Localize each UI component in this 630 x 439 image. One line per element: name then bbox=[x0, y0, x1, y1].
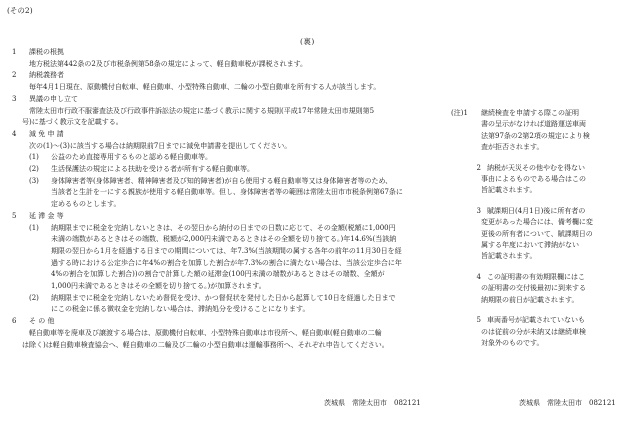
section-heading-6: 6 そ の 他 bbox=[12, 317, 55, 326]
list-item: (3) 身体障害者等(身体障害者、精神障害者及び知的障害者)が自ら使用する軽自動車等又は身体障害者等のため、 bbox=[29, 176, 393, 185]
list-item-continuation: 期限の翌日から1月を経過する日までの期間については、年7.3%(当該期間の属する各年の前年の11月30日を経 bbox=[51, 246, 402, 255]
list-item: (2) 生活保護法の規定による扶助を受ける者が所有する軽自動車等。 bbox=[29, 165, 254, 174]
note-line: この証明書の有効期限欄にはこ bbox=[487, 272, 585, 281]
list-item-continuation: 4%の割合を加算した割合))の割合で計算した額の延滞金(100円未満の端数があるときはその端数、全額が bbox=[51, 270, 385, 279]
note-number: (注)1 bbox=[451, 109, 468, 117]
section-body-3-line: 号)に基づく教示文を記載する。 bbox=[22, 118, 123, 127]
note-item bbox=[451, 315, 623, 349]
note-item bbox=[451, 108, 623, 154]
note-number: 5 bbox=[476, 316, 481, 325]
note-line: 車両番号が記載されていないも bbox=[487, 316, 585, 325]
note-line: 事由によるものである場合はこの bbox=[481, 175, 586, 184]
note-item bbox=[451, 272, 623, 306]
note-line: 変更があった場合には、備考欄に変 bbox=[481, 218, 593, 227]
note-line: 査が拒否されます。 bbox=[481, 143, 544, 152]
section-body-6-line: 軽自動車等を廃車及び譲渡する場合は、原動機付自転車、小型特殊自動車は市役所へ、軽自動車(軽自動車の二輪 bbox=[29, 328, 382, 337]
notes-column bbox=[451, 108, 623, 358]
section-heading-4: 4 減 免 申 請 bbox=[12, 129, 64, 138]
section-heading-3: 3 異議の申し立て bbox=[12, 94, 78, 103]
list-item-continuation: 過する時における公定歩合に年4%の割合を加算した割合が年7.3%の割合に満たない場合は、当該公定歩合に年 bbox=[51, 258, 402, 267]
list-item: (1) 公益のため直接専用するものと認める軽自動車等。 bbox=[29, 153, 212, 162]
section-body-6-line: は除く)は軽自動車検査協会へ、軽自動車の二輪及び二輪の小型自動車は運輸事務所へ、それぞれ申告してください。 bbox=[22, 340, 389, 349]
note-line: 旨記載されます。 bbox=[481, 252, 537, 261]
note-line: 更後の所有者について、賦課期日の bbox=[481, 229, 593, 238]
list-item-continuation: 未満の端数があるときはその端数、税額が2,000円未満であるときはその全額を切り捨てる。)年14.6%(当該納 bbox=[51, 235, 397, 244]
page-corner-label: (その2) bbox=[7, 6, 33, 15]
list-item-continuation: 定めるものとします。 bbox=[51, 200, 121, 209]
note-line: のは従前の分が未納又は継続車検 bbox=[481, 327, 586, 336]
list-item-continuation: にこの税金に係る徴収金を完納しない場合は、滞納処分を受けることになります。 bbox=[51, 305, 310, 314]
section-heading-2: 2 納税義務者 bbox=[12, 71, 64, 80]
footer-issuer-left: 茨城県 常陸太田市 082121 bbox=[324, 399, 421, 407]
list-item: (1) 納期限までに税金を完納しないときは、その翌日から納付の日までの日数に応じて、その金額(税額に1,000円 bbox=[29, 223, 396, 232]
list-item-continuation: 1,000円未満であるときはその全額を切り捨てる。)が加算されます。 bbox=[51, 282, 266, 291]
note-number: 2 bbox=[476, 163, 481, 172]
section-body-1: 地方税法第442条の2及び市税条例第58条の規定によって、軽自動車税が課税されます。 bbox=[29, 59, 308, 68]
back-side-label: (裏) bbox=[300, 37, 315, 46]
footer-issuer-right: 茨城県 常陸太田市 082121 bbox=[519, 399, 616, 407]
section-intro-4: 次の(1)〜(3)に該当する場合は納期限前7日までに減免申請書を提出してください。 bbox=[29, 141, 292, 150]
note-line: 納期限の前日が記載されます。 bbox=[481, 295, 579, 304]
list-item: (2) 納期限までに税金を完納しないため督促を受け、かつ督促状を発付した日から起算して10日を経過した日まで bbox=[29, 293, 396, 302]
note-line: 賦課期日(4月1日)後に所有者の bbox=[487, 206, 586, 215]
note-number: 4 bbox=[476, 272, 481, 281]
note-item bbox=[451, 163, 623, 197]
note-line: 属する年度において滞納がない bbox=[481, 241, 579, 250]
main-sections bbox=[12, 47, 444, 351]
note-line: 納税が天災その他やむを得ない bbox=[487, 163, 585, 172]
section-body-3-line: 常陸太田市行政不服審査法及び行政事件訴訟法の規定に基づく教示に関する規則(平成17年常陸太田市規則第5 bbox=[29, 106, 375, 115]
section-heading-5: 5 延 滞 金 等 bbox=[12, 211, 64, 220]
note-line: 書の呈示がなければ道路運送車両 bbox=[481, 120, 586, 129]
section-body-2: 毎年4月1日現在、原動機付自転車、軽自動車、小型特殊自動車、二輪の小型自動車を所有する人が該当します。 bbox=[29, 83, 381, 92]
note-item bbox=[451, 206, 623, 263]
note-line: 対象外のものです。 bbox=[481, 338, 544, 347]
note-line: の証明書の交付後最初に到来する bbox=[481, 284, 586, 293]
note-line: 法第97条の2第2項の規定により検 bbox=[481, 131, 590, 140]
note-number: 3 bbox=[476, 206, 481, 215]
section-heading-1: 1 課税の根拠 bbox=[12, 48, 64, 56]
note-line: 継続検査を申請する際この証明 bbox=[481, 109, 579, 117]
note-line: 旨記載されます。 bbox=[481, 186, 537, 195]
list-item-continuation: 当該者と生計を一にする親族が使用する軽自動車等。但し、身体障害者等の範囲は常陸太田市市税条例第67条に bbox=[51, 188, 403, 197]
